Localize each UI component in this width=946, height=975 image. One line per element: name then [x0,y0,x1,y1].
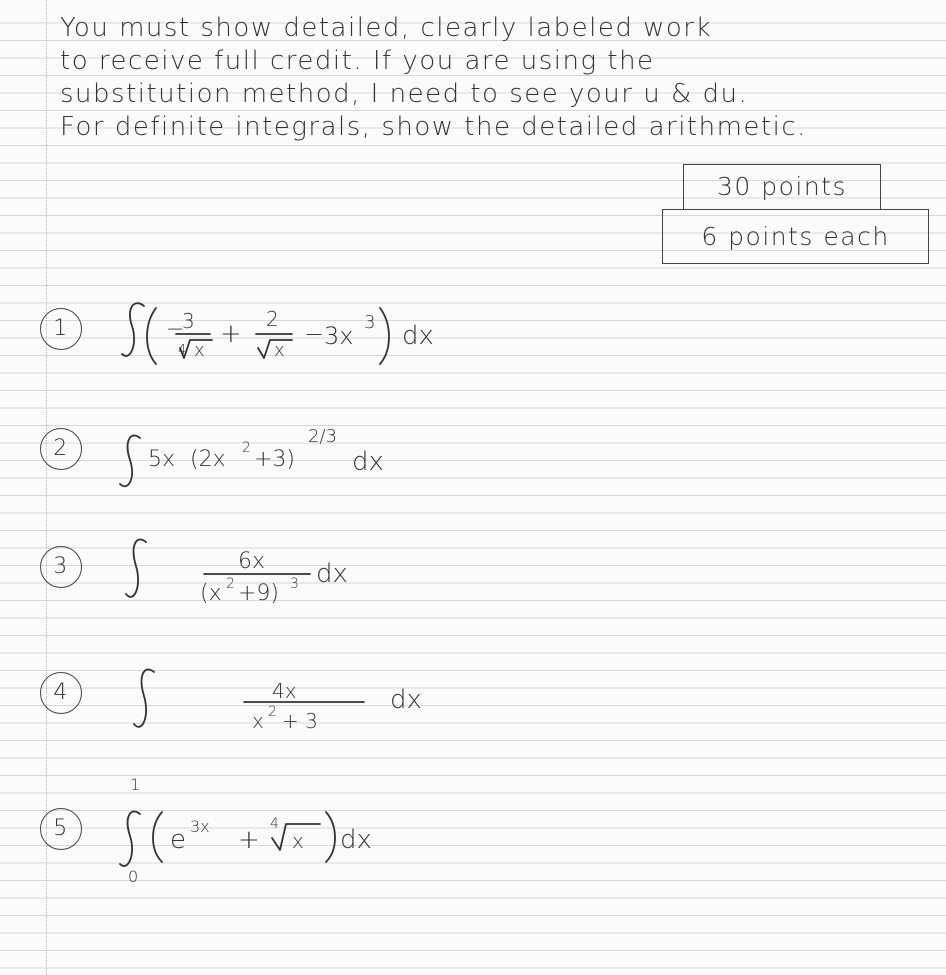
term2-radicand: x [274,340,285,361]
dx: dx [402,321,434,351]
left-paren [153,812,162,862]
right-paren [380,308,389,364]
radicand: x [292,829,304,853]
numerator: 4x [272,679,297,703]
term3: 3x [324,322,354,350]
root-index: 4 [270,816,279,832]
lead-term: 5x [148,447,176,472]
integral-sign [122,303,144,356]
problem-5-expression [120,775,620,898]
problem-2 [40,428,920,508]
instructions-line-4: For definite integrals, show the detailed arithmetic. [60,112,807,142]
dx: dx [352,447,384,477]
points-each-box: 6 points each [662,209,929,264]
problem-1 [40,308,920,388]
problem-number-2: 2 [40,428,82,470]
den-b: +9) [238,581,280,606]
exp-base: e [170,825,186,855]
plus-sign: + [238,825,260,855]
instructions-line-2: to receive full credit. If you are using the [60,46,655,76]
integral-sign [120,811,140,865]
problem-number-5: 5 [40,808,82,850]
den-outer-exponent: 3 [290,576,299,592]
integral-sign [134,669,154,726]
outer-exponent: 2/3 [308,426,337,447]
plus-sign: + [220,319,242,349]
dx: dx [390,685,422,715]
integral-sign [126,539,146,596]
instructions-line-3: substitution method, I need to see your u & du. [60,79,749,109]
den-a: x [252,709,264,733]
upper-limit: 1 [130,775,141,794]
inner-exponent: 2 [242,440,251,456]
den-exponent: 2 [226,576,235,592]
problem-3-expression [120,526,620,616]
problem-4-expression [120,652,620,742]
numerator: 6x [238,549,266,574]
term3-exponent: 3 [364,312,376,333]
problem-4 [40,672,920,752]
term1-root-index: 4 [178,343,187,358]
inner-b: +3) [254,447,296,472]
points-total-box: 30 points [683,164,881,210]
problem-2-expression [120,408,620,498]
den-exponent: 2 [268,704,277,720]
lower-limit: 0 [128,867,139,886]
integral-sign [120,435,140,486]
term1-numerator: 3 [182,309,195,333]
problem-5 [40,775,920,888]
problem-number-1: 1 [40,308,82,350]
instructions-block [60,12,930,144]
term2-numerator: 2 [266,307,279,331]
problem-number-4: 4 [40,672,82,714]
instructions-line-1: You must show detailed, clearly labeled work [60,13,713,43]
minus-sign: − [166,317,185,342]
term1-radicand: x [194,340,205,361]
problem-1-expression [120,288,620,378]
right-paren [326,812,335,862]
den-a: (x [200,581,222,606]
dx: dx [340,825,372,855]
problem-3 [40,546,920,626]
minus-sign-2: − [304,320,325,348]
exp-exponent: 3x [190,817,210,836]
den-b: + 3 [282,709,318,733]
problem-number-3: 3 [40,546,82,588]
inner-a: (2x [190,447,226,472]
dx: dx [316,559,348,589]
left-paren [147,308,156,364]
